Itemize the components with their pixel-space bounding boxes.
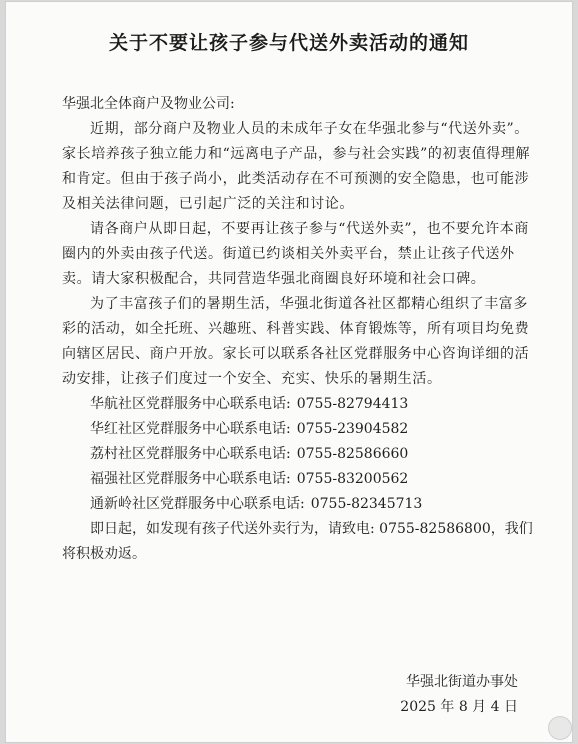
contact-label: 华红社区党群服务中心联系电话: [90,421,291,437]
contact-phone: 0755-82586660 [296,446,409,462]
document-title: 关于不要让孩子参与代送外卖活动的通知 [108,32,469,54]
document-page [6,2,572,742]
contact-label: 福强社区党群服务中心联系电话: [90,471,291,487]
paragraph-1: 近期，部分商户及物业人员的未成年子女在华强北参与“代送外卖”。家长培养孩子独立能力和“远离电子产品，参与社会实践”的初衷值得理解和肯定。但由于孩子尚小，此类活动存在不可预测的安全隐患，也可能涉及相关法律问题，已引起广泛的关注和讨论。 [62,121,531,212]
contact-label: 华航社区党群服务中心联系电话: [90,396,291,412]
contact-item [62,392,534,417]
closing-paragraph: 即日起，如发现有孩子代送外卖行为，请致电: 0755-82586800，我们将积极劝返。 [62,521,533,562]
contact-item [62,417,534,442]
signature-date: 2025 年 8 月 4 日 [400,699,518,715]
watermark-icon [548,716,572,740]
salutation: 华强北全体商户及物业公司: [62,96,235,112]
signature-block [400,670,518,720]
paragraph-3: 为了丰富孩子们的暑期生活，华强北街道各社区都精心组织了丰富多彩的活动，如全托班、兴趣班、科普实践、体育锻炼等，所有项目均免费向辖区居民、商户开放。家长可以联系各社区党群服务中心咨询详细的活动安排，让孩子们度过一个安全、充实、快乐的暑期生活。 [62,296,530,387]
document-body [62,92,534,567]
contact-phone: 0755-83200562 [296,471,409,487]
contact-item [62,442,534,467]
contact-item [62,492,534,517]
contact-phone: 0755-82794413 [296,396,409,412]
contact-list [62,392,534,517]
contact-item [62,467,534,492]
contact-phone: 0755-23904582 [296,421,409,437]
paragraph-2: 请各商户从即日起，不要再让孩子参与“代送外卖”，也不要允许本商圈内的外卖由孩子代送。街道已约谈相关外卖平台，禁止让孩子代送外卖。请大家积极配合，共同营造华强北商圈良好环境和社会口碑。 [62,221,529,287]
signature-org: 华强北街道办事处 [406,674,518,690]
contact-phone: 0755-82345713 [310,496,423,512]
contact-label: 通新岭社区党群服务中心联系电话: [90,496,305,512]
contact-label: 荔村社区党群服务中心联系电话: [90,446,291,462]
